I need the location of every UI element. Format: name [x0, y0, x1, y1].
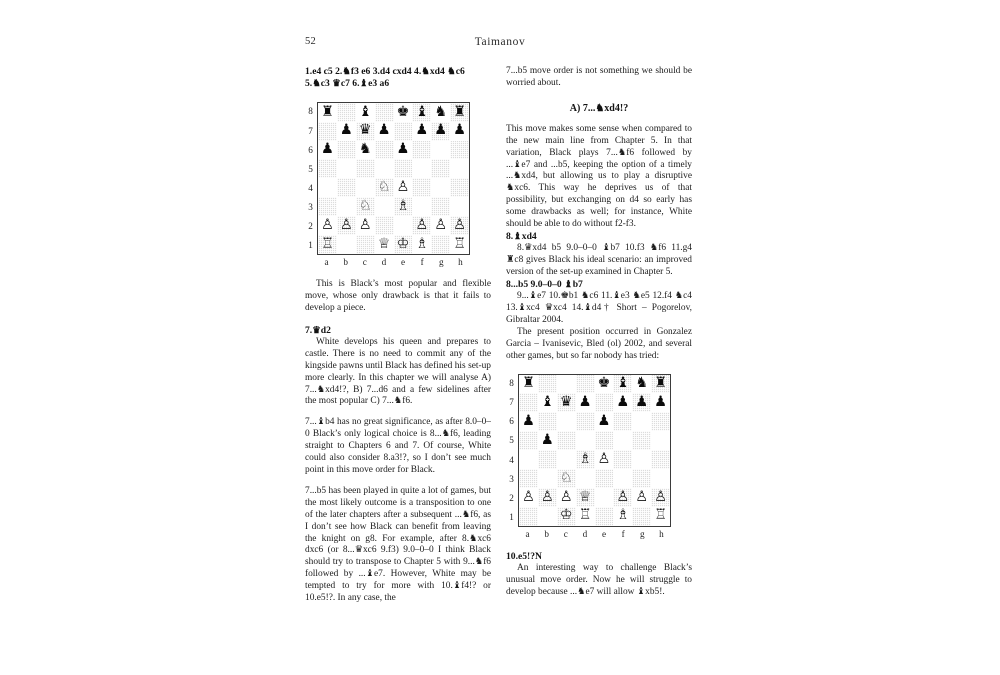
board-square-f7	[613, 393, 632, 412]
chess-piece: ♞	[635, 375, 649, 392]
board-square-g2	[431, 216, 450, 235]
board-square-c2	[557, 488, 576, 507]
paragraph-b5-line: 7...b5 has been played in quite a lot of games, but the most likely outcome is a transposition to one of the later chapters after a subsequent ...♞f6, as I don’t see how Black can benefit from leaving the knight on g8. For example, after 8.♞xc6 dxc6 (or 8...♛xc6 9.f3) 9.0–0–0 I think Black should try to transpose to Chapter 5 with 9...♞f6 followed by ...♝e7. However, White may be tempted to try for more with 10.♝f4!? or 10.e5!?. In any case, the	[305, 485, 491, 604]
chess-piece: ♚	[396, 103, 410, 120]
board-square-b3	[337, 197, 356, 216]
rank-label: 1	[509, 511, 514, 522]
board-square-d7	[576, 393, 595, 412]
paragraph-b5-continued: 7...b5 move order is not something we should be worried about.	[506, 66, 692, 88]
board-square-e7	[595, 393, 614, 412]
chess-piece: ♟	[521, 413, 535, 430]
paragraph-interesting-way: An interesting way to challenge Black’s unusual move order. Now he will struggle to develop because ...♞e7 will allow ♝xb5!.	[506, 562, 692, 597]
heading-move-7qd2: 7.♛d2	[305, 324, 331, 336]
file-label: c	[563, 529, 568, 540]
chess-piece: ♙	[339, 216, 353, 233]
board-square-b1	[337, 235, 356, 254]
file-label: g	[640, 529, 645, 540]
board-square-b8	[337, 103, 356, 122]
board-square-g1	[632, 507, 651, 526]
board-square-a5	[519, 431, 538, 450]
board-square-h4	[651, 450, 670, 469]
board-square-a7	[318, 122, 337, 141]
chess-piece: ♞	[434, 103, 448, 120]
board-square-e6	[595, 412, 614, 431]
file-label: a	[324, 257, 329, 268]
board-square-b5	[337, 159, 356, 178]
heading-move-10e5: 10.e5!?N	[506, 550, 542, 562]
board-square-a1	[318, 235, 337, 254]
board-square-c7	[557, 393, 576, 412]
file-label: b	[544, 529, 549, 540]
board-square-d7	[375, 122, 394, 141]
board-square-d6	[576, 412, 595, 431]
chess-piece: ♗	[616, 507, 630, 524]
chess-piece: ♙	[453, 216, 467, 233]
chess-piece: ♔	[396, 235, 410, 252]
chess-piece: ♙	[559, 488, 573, 505]
board-square-b7	[538, 393, 557, 412]
chess-piece: ♕	[377, 235, 391, 252]
board-square-f4	[613, 450, 632, 469]
file-label: h	[659, 529, 664, 540]
file-label: g	[439, 257, 444, 268]
chess-piece: ♗	[578, 450, 592, 467]
board-square-f2	[613, 488, 632, 507]
running-title: Taimanov	[474, 36, 526, 48]
board-square-d5	[576, 431, 595, 450]
board-square-a4	[519, 450, 538, 469]
paragraph-after-diagram: This is Black’s most popular and flexible move, whose only drawback is that it fails to develop a piece.	[305, 278, 491, 313]
board-square-b2	[337, 216, 356, 235]
board-square-c1	[557, 507, 576, 526]
rank-label: 3	[308, 202, 313, 212]
board-square-h3	[651, 469, 670, 488]
chess-piece: ♟	[616, 394, 630, 411]
board-square-b5	[538, 431, 557, 450]
paragraph-present-position: The present position occurred in Gonzalez Garcia – Ivanisevic, Bled (ol) 2002, and several other games, but so far nobody has tried:	[506, 326, 692, 361]
chess-board-bottom	[518, 374, 671, 527]
running-head	[305, 36, 695, 58]
board-square-b1	[538, 507, 557, 526]
paragraph-bishop-b4: 7...♝b4 has no great significance, as after 8.0–0–0 Black’s only logical choice is 8...♞f6, leading straight to Chapters 6 and 7. Of course, White could also consider 8.a3!?, so I don’t see much point in this move order for Black.	[305, 417, 491, 475]
board-square-g6	[632, 412, 651, 431]
opening-moves-line: 1.e4 c5 2.♞f3 e6 3.d4 cxd4 4.♞xd4 ♞c6 5.♞c3 ♛c7 6.♝e3 a6	[305, 66, 465, 90]
board-square-f6	[412, 141, 431, 160]
chess-piece: ♟	[396, 141, 410, 158]
chess-piece: ♗	[396, 197, 410, 214]
board-square-c4	[557, 450, 576, 469]
chess-piece: ♘	[377, 179, 391, 196]
board-square-a2	[519, 488, 538, 507]
chess-piece: ♟	[578, 394, 592, 411]
chess-piece: ♙	[434, 216, 448, 233]
board-square-h8	[651, 375, 670, 394]
chess-piece: ♖	[654, 507, 668, 524]
board-square-g4	[431, 178, 450, 197]
board-square-h6	[450, 141, 469, 160]
board-square-f4	[412, 178, 431, 197]
rank-label: 4	[308, 182, 313, 193]
board-square-d4	[576, 450, 595, 469]
board-square-f3	[613, 469, 632, 488]
board-square-g4	[632, 450, 651, 469]
chess-piece: ♜	[521, 375, 535, 392]
chess-piece: ♟	[339, 122, 353, 139]
chess-piece: ♙	[540, 488, 554, 505]
board-square-a1	[519, 507, 538, 526]
board-square-g3	[431, 197, 450, 216]
board-square-h7	[651, 393, 670, 412]
board-square-c4	[356, 178, 375, 197]
board-square-b4	[337, 178, 356, 197]
board-square-c3	[356, 197, 375, 216]
board-square-f3	[412, 197, 431, 216]
chess-piece: ♙	[616, 488, 630, 505]
board-square-b8	[538, 375, 557, 394]
chess-piece: ♙	[654, 488, 668, 505]
chess-piece: ♙	[521, 488, 535, 505]
board-square-d8	[576, 375, 595, 394]
board-square-c6	[356, 141, 375, 160]
chess-piece: ♟	[635, 394, 649, 411]
chess-piece: ♛	[559, 394, 573, 411]
board-square-e3	[394, 197, 413, 216]
chess-piece: ♖	[453, 235, 467, 252]
rank-label: 8	[308, 106, 313, 117]
rank-label: 2	[308, 221, 313, 232]
board-square-h5	[450, 159, 469, 178]
paragraph-this-move: This move makes some sense when compared to the new main line from Chapter 5. In that variation, Black plays 7...♞f6 followed by ...♝e7 and ...b5, keeping the option of a timely ...♞xd4, but allowing us to play a disruptive ♞xc6. This way he deprives us of that possibility, but exchanging on d4 so early has some drawbacks as well; for instance, White should be able to do without f2-f3.	[506, 123, 692, 230]
chess-piece: ♕	[578, 488, 592, 505]
chess-piece: ♟	[453, 122, 467, 139]
chess-piece: ♜	[453, 103, 467, 120]
board-square-c5	[356, 159, 375, 178]
board-square-a5	[318, 159, 337, 178]
paragraph-8qxd4: 8.♛xd4 b5 9.0–0–0 ♝b7 10.f3 ♞f6 11.g4 ♜c8 gives Black his ideal scenario: an improved version of the set-up examined in Chapter 5.	[506, 243, 692, 277]
board-square-d6	[375, 141, 394, 160]
board-square-c8	[557, 375, 576, 394]
chess-piece: ♜	[320, 103, 334, 120]
chess-piece: ♙	[320, 216, 334, 233]
board-square-d3	[375, 197, 394, 216]
chess-piece: ♟	[415, 122, 429, 139]
chess-piece: ♝	[358, 103, 372, 120]
rank-label: 7	[509, 397, 514, 408]
board-square-f1	[412, 235, 431, 254]
chess-piece: ♝	[540, 394, 554, 411]
board-square-h2	[450, 216, 469, 235]
board-square-a6	[519, 412, 538, 431]
chess-piece: ♞	[358, 141, 372, 158]
chess-piece: ♗	[415, 235, 429, 252]
board-square-e2	[595, 488, 614, 507]
board-square-h8	[450, 103, 469, 122]
chess-piece: ♟	[654, 394, 668, 411]
board-square-c7	[356, 122, 375, 141]
board-square-h3	[450, 197, 469, 216]
board-square-f6	[613, 412, 632, 431]
board-square-h7	[450, 122, 469, 141]
rank-label: 4	[509, 454, 514, 465]
chess-piece: ♖	[578, 507, 592, 524]
rank-label: 5	[308, 163, 313, 174]
file-label: d	[582, 529, 588, 540]
chess-piece: ♙	[396, 179, 410, 196]
board-square-f8	[412, 103, 431, 122]
file-labels-bottom	[518, 527, 671, 542]
board-square-b6	[337, 141, 356, 160]
board-square-f8	[613, 375, 632, 394]
file-label: f	[420, 257, 424, 268]
board-square-e8	[595, 375, 614, 394]
text-columns	[305, 66, 695, 644]
board-square-a7	[519, 393, 538, 412]
board-square-d2	[576, 488, 595, 507]
board-square-d3	[576, 469, 595, 488]
board-square-b3	[538, 469, 557, 488]
board-square-e4	[394, 178, 413, 197]
board-square-a2	[318, 216, 337, 235]
board-square-g2	[632, 488, 651, 507]
board-square-f5	[613, 431, 632, 450]
heading-move-8bxd4: 8.♝xd4	[506, 230, 537, 242]
board-square-d1	[375, 235, 394, 254]
board-square-g7	[431, 122, 450, 141]
rank-label: 7	[308, 125, 313, 136]
board-square-h4	[450, 178, 469, 197]
board-square-g8	[431, 103, 450, 122]
rank-label: 1	[308, 240, 313, 251]
paragraph-white-develops: White develops his queen and prepares to castle. There is no need to commit any of the kingside pawns until Black has defined his set-up more clearly. In this chapter we will analyse A) 7...♞xd4!?, B) 7...d6 and a few sidelines after the most popular C) 7...♞f6.	[305, 336, 491, 407]
chess-piece: ♔	[559, 507, 573, 524]
board-square-g6	[431, 141, 450, 160]
board-square-e8	[394, 103, 413, 122]
board-square-b2	[538, 488, 557, 507]
board-square-c5	[557, 431, 576, 450]
board-square-c2	[356, 216, 375, 235]
board-square-e7	[394, 122, 413, 141]
chess-piece: ♖	[320, 235, 334, 252]
chess-piece: ♟	[320, 141, 334, 158]
chess-piece: ♟	[434, 122, 448, 139]
board-square-b4	[538, 450, 557, 469]
rank-label: 8	[509, 378, 514, 389]
file-label: f	[621, 529, 625, 540]
board-square-d4	[375, 178, 394, 197]
file-label: a	[525, 529, 530, 540]
board-square-e3	[595, 469, 614, 488]
board-square-g8	[632, 375, 651, 394]
board-square-e2	[394, 216, 413, 235]
file-label: e	[401, 257, 406, 268]
chess-piece: ♙	[635, 488, 649, 505]
chess-diagram-top	[305, 102, 491, 270]
board-square-f7	[412, 122, 431, 141]
chess-board-top	[317, 102, 470, 255]
chess-piece: ♚	[597, 375, 611, 392]
rank-label: 6	[308, 144, 313, 155]
board-square-e5	[595, 431, 614, 450]
file-label: h	[458, 257, 463, 268]
chess-piece: ♝	[616, 375, 630, 392]
page-content	[305, 36, 695, 646]
board-square-d2	[375, 216, 394, 235]
board-square-g5	[632, 431, 651, 450]
chess-piece: ♛	[358, 122, 372, 139]
chess-piece: ♘	[358, 197, 372, 214]
board-square-g5	[431, 159, 450, 178]
rank-label: 5	[509, 435, 514, 446]
rank-labels-top	[305, 102, 316, 255]
file-labels-top	[317, 255, 470, 270]
board-square-a3	[318, 197, 337, 216]
board-square-a4	[318, 178, 337, 197]
chess-piece: ♜	[654, 375, 668, 392]
board-square-h1	[651, 507, 670, 526]
file-label: c	[362, 257, 367, 268]
chess-piece: ♝	[415, 103, 429, 120]
section-heading-a: A) 7...♞xd4!?	[569, 102, 629, 114]
board-square-a6	[318, 141, 337, 160]
chess-piece: ♟	[377, 122, 391, 139]
chess-piece: ♙	[415, 216, 429, 233]
board-square-a3	[519, 469, 538, 488]
board-square-e5	[394, 159, 413, 178]
chess-diagram-bottom	[506, 374, 692, 542]
board-square-g3	[632, 469, 651, 488]
chess-piece: ♙	[358, 216, 372, 233]
chess-piece: ♟	[540, 431, 554, 448]
board-square-c6	[557, 412, 576, 431]
right-column	[506, 66, 692, 644]
board-square-e1	[394, 235, 413, 254]
heading-move-8b5: 8...b5 9.0–0–0 ♝b7	[506, 278, 583, 290]
board-square-b6	[538, 412, 557, 431]
board-square-b7	[337, 122, 356, 141]
chess-piece: ♟	[597, 413, 611, 430]
board-square-e6	[394, 141, 413, 160]
board-square-f1	[613, 507, 632, 526]
board-square-a8	[519, 375, 538, 394]
left-column	[305, 66, 491, 644]
board-square-h6	[651, 412, 670, 431]
board-square-a8	[318, 103, 337, 122]
board-square-h2	[651, 488, 670, 507]
board-square-h5	[651, 431, 670, 450]
board-square-f2	[412, 216, 431, 235]
board-square-f5	[412, 159, 431, 178]
board-square-e1	[595, 507, 614, 526]
rank-labels-bottom	[506, 374, 517, 527]
rank-label: 3	[509, 473, 514, 484]
file-label: d	[381, 257, 387, 268]
board-square-c3	[557, 469, 576, 488]
rank-label: 6	[509, 416, 514, 427]
board-square-g7	[632, 393, 651, 412]
chess-piece: ♘	[559, 469, 573, 486]
board-square-c1	[356, 235, 375, 254]
page-number: 52	[305, 36, 316, 47]
board-square-d8	[375, 103, 394, 122]
chess-piece: ♙	[597, 450, 611, 467]
board-square-g1	[431, 235, 450, 254]
board-square-c8	[356, 103, 375, 122]
rank-label: 2	[509, 492, 514, 503]
paragraph-9be7: 9...♝e7 10.♚b1 ♞c6 11.♝e3 ♞e5 12.f4 ♞c4 13.♝xc4 ♛xc4 14.♝d4† Short – Pogorelov, Gibraltar 2004.	[506, 291, 692, 325]
file-label: b	[343, 257, 348, 268]
board-square-d5	[375, 159, 394, 178]
board-square-d1	[576, 507, 595, 526]
board-square-e4	[595, 450, 614, 469]
board-square-h1	[450, 235, 469, 254]
file-label: e	[602, 529, 607, 540]
